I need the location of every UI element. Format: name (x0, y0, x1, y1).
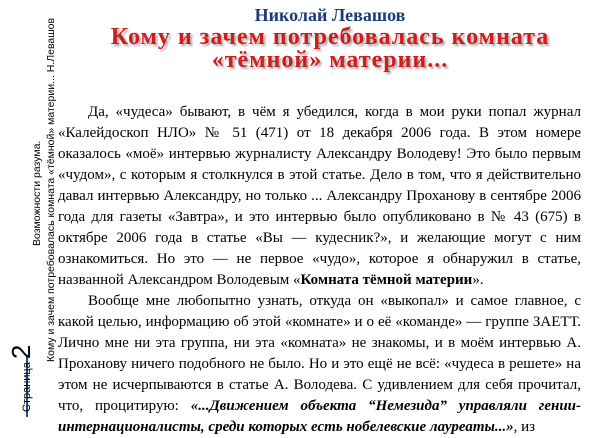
paragraph-1-end: ». (472, 272, 484, 288)
article-body (58, 102, 581, 438)
paragraph-2-end: , из (513, 419, 536, 435)
page-number-group (8, 345, 34, 412)
article-header (70, 4, 590, 72)
sidebar-doc-title: Кому и зачем потребовалась комната «тёмной» материи... Н.Левашов (45, 17, 57, 362)
article-title-line-2: «тёмной» материи... (211, 47, 449, 73)
page-label: Страница (21, 362, 33, 412)
paragraph-1-text: Да, «чудеса» бывают, в чём я убедился, когда в мои руки попал журнал «Калейдоскоп НЛО» № 51 (471) от 18 декабря 2006 года. В этом номере оказалось «моё» интервью журналисту Александру Володеву! Это было первым «чудом», с которым я столкнулся в этой статье. Дело в том, что я действительно давал интервью Александру, но только ... Александру Проханову в сентябре 2006 года для газеты «Завтра», и это интервью было опубликовано в № 43 (675) в октябре 2006 года в статье «Вы — кудесник?», и желающие могут с ним ознакомиться. Но это — не первое «чудо», которое я обнаружил в статье, названной Александром Володевым « (58, 104, 581, 288)
page-number: 2 (6, 344, 36, 360)
author-name: Николай Левашов (254, 5, 406, 25)
paragraph-2 (58, 291, 581, 438)
article-title-line-1: Кому и зачем потребовалась комната (110, 24, 550, 50)
paragraph-2-quote: «...Движением объекта “Немезида” управляли гении-интернационалисты, среди которых есть нобелевские лауреаты...» (58, 398, 582, 435)
paragraph-1-bold: Комната тёмной материи (300, 272, 473, 288)
paragraph-2-text: Вообще мне любопытно узнать, откуда он «выкопал» и самое главное, с какой целью, информацию об этой «комнате» и о её «команде» — группе ЗАЕТТ. Лично мне ни эта группа, ни эта «комната» не знакомы, и в моём интервью А. Проханову ничего подобного не было. Но и это ещё не всё: «чудеса в решете» на этом не исчерпываются в статье А. Володева. С удивлением для себя прочитал, что, процитирую: (58, 293, 581, 414)
paragraph-1 (58, 102, 581, 291)
sidebar-topic: Возможности разума. (31, 140, 43, 246)
sidebar (0, 0, 60, 423)
